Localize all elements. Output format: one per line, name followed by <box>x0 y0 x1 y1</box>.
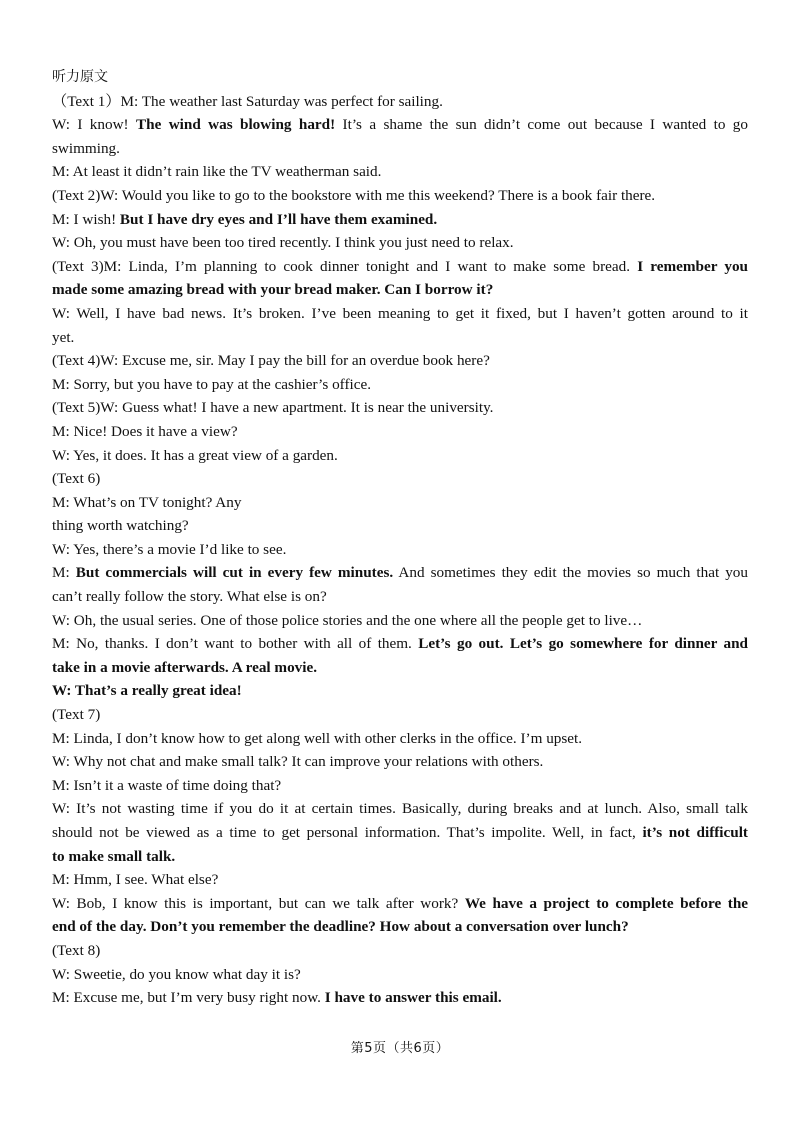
bold-text-segment: The wind was blowing hard! <box>136 116 336 134</box>
bold-text-segment: Let’s go out. Let’s go somewhere for dinner and <box>418 635 748 653</box>
bold-text-segment: I have to answer this email. <box>324 989 502 1007</box>
text-segment: It’s a shame the sun didn’t come out because I wanted to go <box>335 116 748 134</box>
text-segment: M: <box>52 564 76 582</box>
text-segment: (Text 4)W: Excuse me, sir. May I pay the bill for an overdue book here? <box>52 352 490 370</box>
transcript-line <box>52 845 748 869</box>
text-segment: （Text 1）M: The weather last Saturday was perfect for sailing. <box>52 92 443 110</box>
transcript-line <box>52 514 748 538</box>
text-segment: M: Isn’t it a waste of time doing that? <box>52 776 282 794</box>
transcript-line <box>52 255 748 279</box>
text-segment: thing worth watching? <box>52 517 189 535</box>
text-segment: M: Sorry, but you have to pay at the cashier’s office. <box>52 375 371 393</box>
transcript-line <box>52 774 748 798</box>
transcript-line <box>52 420 748 444</box>
transcript-body <box>52 66 748 1010</box>
text-segment: W: Oh, you must have been too tired recently. I think you just need to relax. <box>52 234 514 252</box>
transcript-line <box>52 892 748 916</box>
transcript-line <box>52 986 748 1010</box>
bold-text-segment: We have a project to complete before the <box>464 894 749 912</box>
text-segment: W: It’s not wasting time if you do it at certain times. Basically, during breaks and at lunch. Also, small talk <box>52 800 748 818</box>
text-segment: M: Hmm, I see. What else? <box>52 871 219 889</box>
transcript-line <box>52 302 748 326</box>
text-segment: M: Excuse me, but I’m very busy right now. <box>52 989 325 1007</box>
transcript-lines <box>52 90 748 1010</box>
text-segment: And sometimes they edit the movies so much that you <box>393 564 748 582</box>
text-segment: W: Well, I have bad news. It’s broken. I’ve been meaning to get it fixed, but I haven’t gotten around to it <box>52 304 748 322</box>
text-segment: should not be viewed as a time to get personal information. That’s impolite. Well, in fact, <box>52 824 643 841</box>
bold-text-segment: But I have dry eyes and I’ll have them examined. <box>119 210 438 228</box>
transcript-line <box>52 278 748 302</box>
document-title: 听力原文 <box>52 69 108 85</box>
transcript-line <box>52 915 748 939</box>
bold-text-segment: made some amazing bread with your bread maker. Can I borrow it? <box>52 281 494 299</box>
text-segment: yet. <box>52 328 75 346</box>
transcript-line <box>52 609 748 633</box>
text-segment: swimming. <box>52 139 120 157</box>
transcript-line <box>52 349 748 373</box>
text-segment: (Text 5)W: Guess what! I have a new apartment. It is near the university. <box>52 399 494 417</box>
text-segment: W: Yes, it does. It has a great view of a garden. <box>52 446 338 464</box>
transcript-line <box>52 90 748 114</box>
bold-text-segment: it’s not difficult <box>642 824 748 841</box>
transcript-line <box>52 585 748 609</box>
transcript-line <box>52 184 748 208</box>
transcript-line <box>52 939 748 963</box>
text-segment: M: What’s on TV tonight? Any <box>52 493 242 511</box>
transcript-line <box>52 467 748 491</box>
text-segment: W: Bob, I know this is important, but can we talk after work? <box>52 894 465 912</box>
transcript-line <box>52 727 748 751</box>
bold-text-segment: W: That’s a really great idea! <box>52 682 242 700</box>
transcript-line <box>52 444 748 468</box>
page-number-footer: 第5页（共6页） <box>350 1041 450 1056</box>
transcript-line <box>52 326 748 350</box>
text-segment: can’t really follow the story. What else is on? <box>52 588 327 606</box>
text-segment: (Text 7) <box>52 706 101 724</box>
text-segment: M: At least it didn’t rain like the TV weatherman said. <box>52 163 382 181</box>
bold-text-segment: take in a movie afterwards. A real movie. <box>52 658 318 676</box>
transcript-line <box>52 632 748 656</box>
transcript-line <box>52 821 748 845</box>
text-segment: (Text 2)W: Would you like to go to the bookstore with me this weekend? There is a book fair there. <box>52 186 656 204</box>
text-segment: (Text 3)M: Linda, I’m planning to cook dinner tonight and I want to make some bread. <box>52 257 638 275</box>
text-segment: W: Sweetie, do you know what day it is? <box>52 965 301 983</box>
text-segment: W: Oh, the usual series. One of those police stories and the one where all the people get to live… <box>52 611 643 629</box>
text-segment: W: I know! <box>52 116 136 134</box>
transcript-line <box>52 538 748 562</box>
text-segment: M: I wish! <box>52 210 120 228</box>
transcript-line <box>52 491 748 515</box>
transcript-line <box>52 373 748 397</box>
transcript-line <box>52 208 748 232</box>
transcript-line <box>52 561 748 585</box>
bold-text-segment: end of the day. Don’t you remember the deadline? How about a conversation over lunch? <box>52 918 629 936</box>
transcript-line <box>52 113 748 137</box>
text-segment: M: No, thanks. I don’t want to bother with all of them. <box>52 635 419 653</box>
transcript-line <box>52 679 748 703</box>
bold-text-segment: I remember you <box>637 257 748 275</box>
transcript-line <box>52 396 748 420</box>
transcript-line <box>52 703 748 727</box>
transcript-line <box>52 868 748 892</box>
text-segment: (Text 6) <box>52 470 101 488</box>
text-segment: M: Nice! Does it have a view? <box>52 422 238 440</box>
bold-text-segment: to make small talk. <box>52 847 176 865</box>
text-segment: M: Linda, I don’t know how to get along well with other clerks in the office. I’m upset. <box>52 729 583 747</box>
transcript-line <box>52 231 748 255</box>
transcript-line <box>52 750 748 774</box>
transcript-line <box>52 797 748 821</box>
text-segment: (Text 8) <box>52 941 101 959</box>
transcript-line <box>52 656 748 680</box>
transcript-line <box>52 160 748 184</box>
text-segment: W: Why not chat and make small talk? It can improve your relations with others. <box>52 753 544 771</box>
text-segment: W: Yes, there’s a movie I’d like to see. <box>52 540 287 558</box>
bold-text-segment: But commercials will cut in every few minutes. <box>75 564 394 582</box>
transcript-line <box>52 137 748 161</box>
transcript-line <box>52 963 748 987</box>
